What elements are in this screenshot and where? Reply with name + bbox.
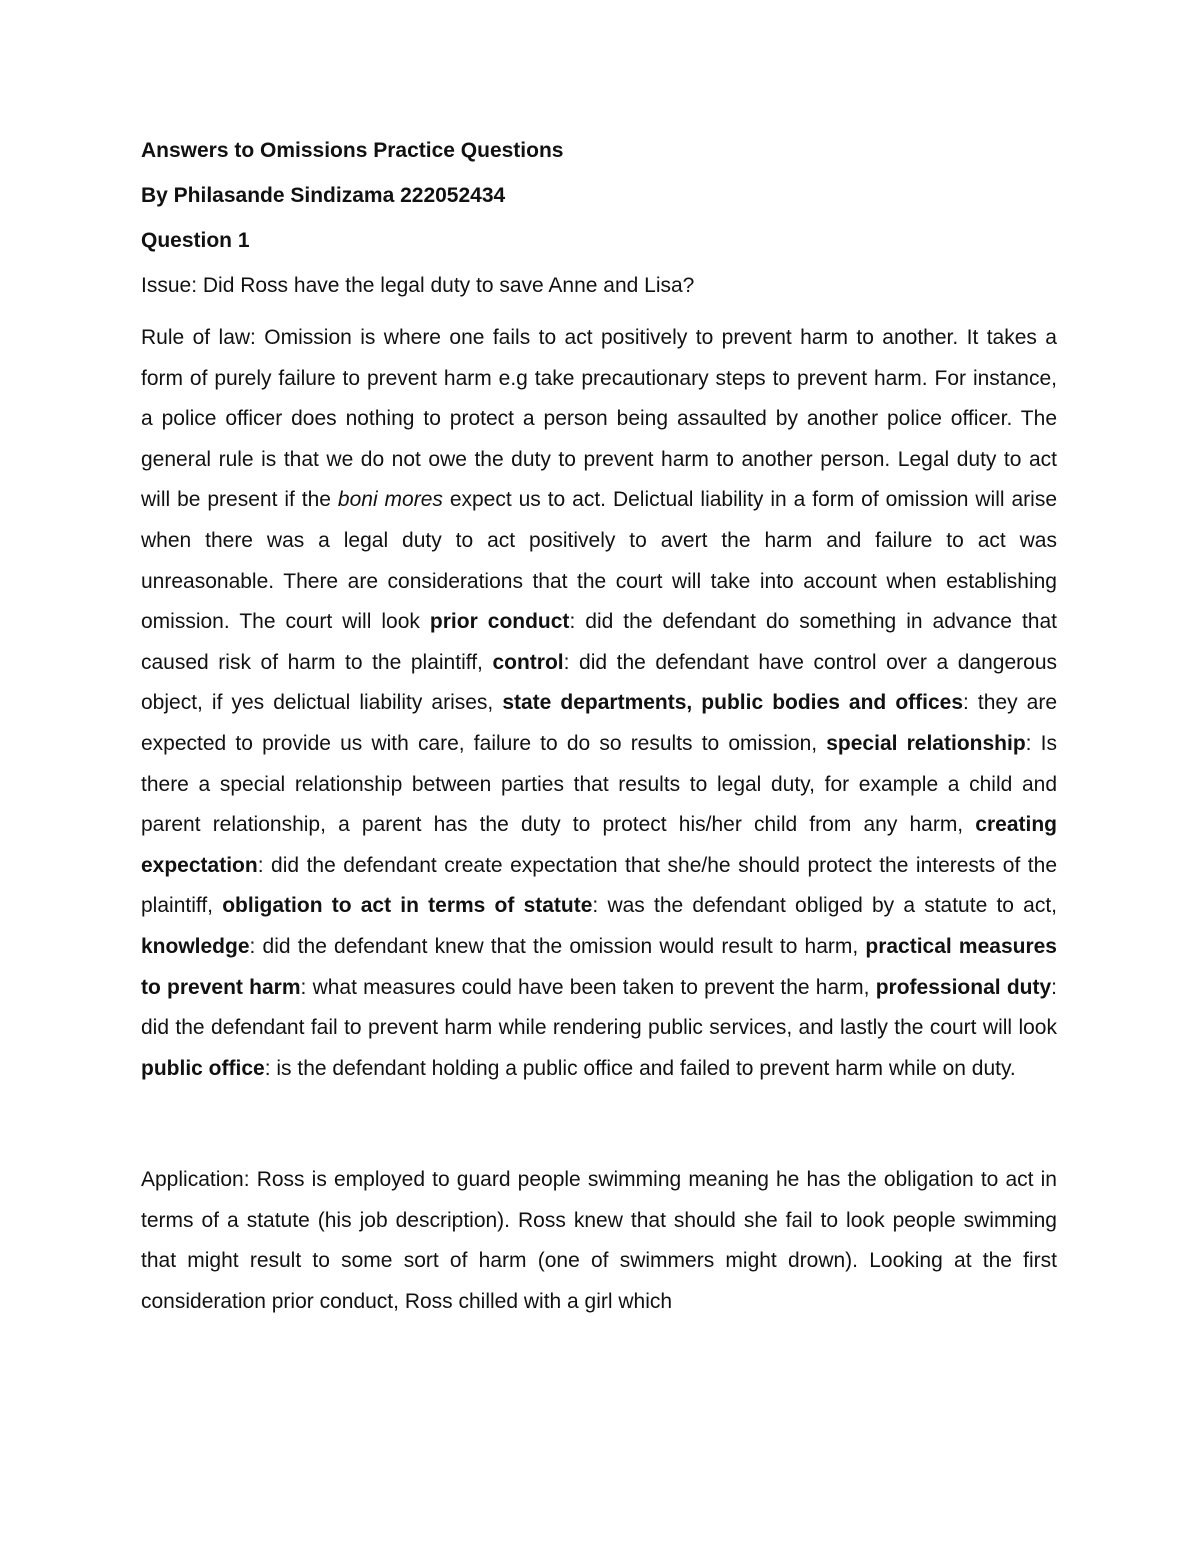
rule-term-knowledge: knowledge (141, 934, 250, 958)
rule-text: : is the defendant holding a public office and failed to prevent harm while on duty. (264, 1056, 1016, 1080)
rule-text: : they are expected to provide us with care, failure to do so results to omission, (141, 691, 1058, 755)
document-page (141, 136, 1057, 1323)
rule-term-public-office: public office (141, 1056, 265, 1080)
issue-statement: Issue: Did Ross have the legal duty to save Anne and Lisa? (141, 274, 695, 297)
rule-text: : what measures could have been taken to prevent the harm, (300, 975, 876, 999)
rule-text: : did the defendant have control over a dangerous object, if yes delictual liability arises, (141, 650, 1057, 715)
rule-text: : was the defendant obliged by a statute to act, (592, 894, 1058, 918)
question-heading: Question 1 (141, 229, 250, 252)
rule-term-obligation-statute: obligation to act in terms of statute (222, 894, 593, 918)
rule-term-creating-expectation: creating expectation (141, 813, 1057, 877)
rule-text: Rule of law: Omission is where one fails to act positively to prevent harm to another. It takes a form of purely failure to prevent harm e.g take precautionary steps to prevent harm. For instance, a police officer does nothing to protect a person being assaulted by another police officer. The general rule is that we do not owe the duty to prevent harm to another person. Legal duty to act will be present if the (141, 326, 1057, 512)
rule-term-professional-duty: professional duty (875, 975, 1052, 999)
rule-text: : Is there a special relationship between parties that results to legal duty, for example a child and parent relationship, a parent has the duty to protect his/her child from any harm, (141, 731, 1057, 837)
rule-text: : did the defendant knew that the omission would result to harm, (249, 934, 866, 958)
rule-term-special-relationship: special relationship (826, 731, 1026, 755)
rule-text: : did the defendant do something in advance that caused risk of harm to the plaintiff, (141, 610, 1057, 674)
rule-text: expect us to act. Delictual liability in a form of omission will arise when there was a legal duty to act positively to avert the harm and failure to act was unreasonable. There are considerations that the court will take into account when establishing omission. The court will look (141, 488, 1057, 634)
rule-term-state-departments: state departments, public bodies and offices (502, 691, 964, 715)
application-paragraph: Application: Ross is employed to guard people swimming meaning he has the obligation to act in terms of a statute (his job description). Ross knew that should she fail to look people swimming that might result to some sort of harm (one of swimmers might drown). Looking at the first consideration prior conduct, Ross chilled with a girl which (141, 1168, 1057, 1314)
rule-term-boni-mores: boni mores (337, 488, 443, 512)
rule-term-control: control (492, 650, 564, 674)
rule-term-prior-conduct: prior conduct (429, 610, 570, 634)
author-line: By Philasande Sindizama 222052434 (141, 184, 506, 207)
paragraph-spacer (141, 1089, 1057, 1160)
rule-text: : did the defendant fail to prevent harm while rendering public services, and lastly the court will look (141, 975, 1057, 1040)
document-title: Answers to Omissions Practice Questions (141, 139, 564, 162)
rule-of-law-paragraph (141, 318, 1057, 1089)
rule-term-practical-measures: practical measures to prevent harm (141, 934, 1057, 999)
rule-text: : did the defendant create expectation that she/he should protect the interests of the plaintiff, (141, 853, 1057, 918)
